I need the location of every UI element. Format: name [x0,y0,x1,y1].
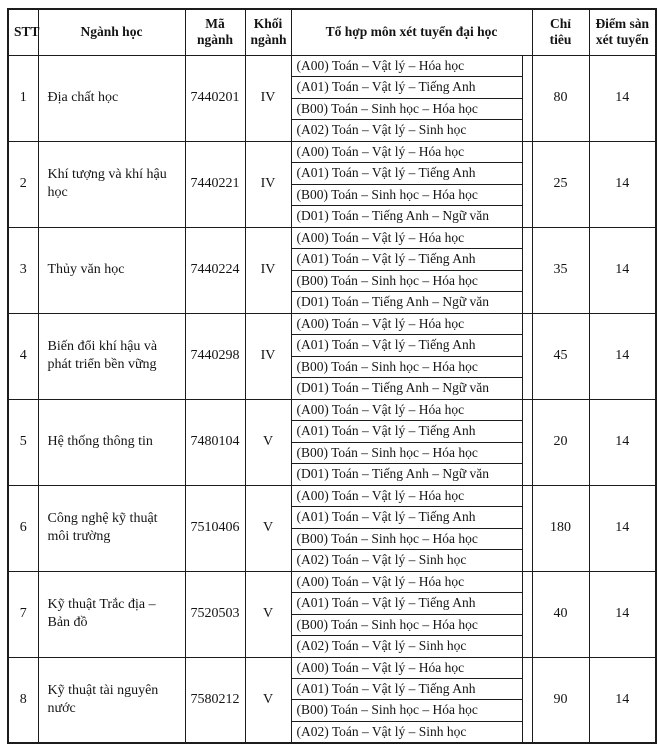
quota-value: 80 [532,55,589,141]
combination-item: (B00) Toán – Sinh học – Hóa học [292,615,522,637]
floor-score-value: 14 [589,227,656,313]
major-group: V [245,485,291,571]
combination-item: (A01) Toán – Vật lý – Tiếng Anh [292,679,522,700]
header-stt: STT [8,9,38,55]
quota-value: 45 [532,313,589,399]
floor-score-value: 14 [589,313,656,399]
combination-item: (B00) Toán – Sinh học – Hóa học [292,443,522,465]
row-number: 1 [8,55,38,141]
major-group: IV [245,227,291,313]
combination-item: (A01) Toán – Vật lý – Tiếng Anh [292,249,522,271]
subject-combinations-cell [291,399,532,485]
major-name: Công nghệ kỹ thuật môi trường [38,485,185,571]
row-number: 4 [8,313,38,399]
floor-score-value: 14 [589,657,656,743]
major-code: 7480104 [185,399,245,485]
subject-combinations-box [292,228,523,313]
combination-item: (A00) Toán – Vật lý – Hóa học [292,486,522,508]
combination-item: (A01) Toán – Vật lý – Tiếng Anh [292,163,522,185]
major-code: 7580212 [185,657,245,743]
row-number: 2 [8,141,38,227]
admission-table [7,8,657,744]
header-quota: Chỉ tiêu [532,9,589,55]
combination-item: (A01) Toán – Vật lý – Tiếng Anh [292,593,522,615]
row-number: 7 [8,571,38,657]
row-number: 6 [8,485,38,571]
combination-item: (B00) Toán – Sinh học – Hóa học [292,99,522,121]
row-number: 8 [8,657,38,743]
table-row [8,313,656,399]
floor-score-value: 14 [589,399,656,485]
quota-value: 90 [532,657,589,743]
combination-item: (A01) Toán – Vật lý – Tiếng Anh [292,77,522,99]
table-row [8,227,656,313]
major-code: 7520503 [185,571,245,657]
table-row [8,399,656,485]
table-row [8,55,656,141]
subject-combinations-box [292,56,523,141]
major-group: IV [245,313,291,399]
subject-combinations-box [292,572,523,657]
major-group: V [245,399,291,485]
combination-item: (B00) Toán – Sinh học – Hóa học [292,185,522,207]
table-row [8,141,656,227]
subject-combinations-cell [291,55,532,141]
combination-item: (A00) Toán – Vật lý – Hóa học [292,400,522,422]
combination-item: (B00) Toán – Sinh học – Hóa học [292,271,522,293]
subject-combinations-box [292,142,523,227]
subject-combinations-box [292,486,523,571]
combination-item: (A00) Toán – Vật lý – Hóa học [292,142,522,164]
floor-score-value: 14 [589,55,656,141]
floor-score-value: 14 [589,485,656,571]
header-major-name: Ngành học [38,9,185,55]
combination-item: (A00) Toán – Vật lý – Hóa học [292,228,522,250]
table-header-row [8,9,656,55]
combination-item: (D01) Toán – Tiếng Anh – Ngữ văn [296,466,490,482]
combination-item: (A01) Toán – Vật lý – Tiếng Anh [292,335,522,357]
table-row [8,657,656,743]
combination-item: (B00) Toán – Sinh học – Hóa học [292,529,522,551]
major-group: V [245,571,291,657]
floor-score-value: 14 [589,571,656,657]
combination-item: (B00) Toán – Sinh học – Hóa học [292,700,522,721]
subject-combinations-cell [291,571,532,657]
major-name: Khí tượng và khí hậu học [38,141,185,227]
combination-item: (D01) Toán – Tiếng Anh – Ngữ văn [296,208,490,224]
major-code: 7440201 [185,55,245,141]
table-row [8,485,656,571]
major-name: Địa chất học [38,55,185,141]
major-code: 7440298 [185,313,245,399]
header-subject-combinations: Tổ hợp môn xét tuyển đại học [291,9,532,55]
major-group: IV [245,55,291,141]
quota-value: 35 [532,227,589,313]
combination-item: (A01) Toán – Vật lý – Tiếng Anh [292,507,522,529]
combination-item: (A02) Toán – Vật lý – Sinh học [296,552,467,568]
quota-value: 40 [532,571,589,657]
subject-combinations-box [292,400,523,485]
major-name: Kỹ thuật tài nguyên nước [38,657,185,743]
subject-combinations-cell [291,227,532,313]
combination-item: (A00) Toán – Vật lý – Hóa học [292,572,522,594]
combination-item: (A00) Toán – Vật lý – Hóa học [292,56,522,78]
major-group: V [245,657,291,743]
floor-score-value: 14 [589,141,656,227]
major-name: Biến đổi khí hậu và phát triển bền vững [38,313,185,399]
subject-combinations-cell [291,141,532,227]
subject-combinations-cell [291,657,532,743]
quota-value: 180 [532,485,589,571]
major-name: Kỹ thuật Trắc địa – Bản đồ [38,571,185,657]
header-major-code: Mã ngành [185,9,245,55]
quota-value: 20 [532,399,589,485]
major-code: 7440224 [185,227,245,313]
subject-combinations-cell [291,485,532,571]
major-name: Hệ thống thông tin [38,399,185,485]
header-floor-score: Điểm sàn xét tuyển [589,9,656,55]
row-number: 3 [8,227,38,313]
header-major-group: Khối ngành [245,9,291,55]
table-row [8,571,656,657]
row-number: 5 [8,399,38,485]
combination-item: (A02) Toán – Vật lý – Sinh học [296,122,467,138]
combination-item: (D01) Toán – Tiếng Anh – Ngữ văn [296,294,490,310]
major-code: 7440221 [185,141,245,227]
combination-item: (A01) Toán – Vật lý – Tiếng Anh [292,421,522,443]
combination-item: (A00) Toán – Vật lý – Hóa học [292,314,522,336]
major-group: IV [245,141,291,227]
major-name: Thủy văn học [38,227,185,313]
major-code: 7510406 [185,485,245,571]
quota-value: 25 [532,141,589,227]
combination-item: (A02) Toán – Vật lý – Sinh học [296,638,467,654]
subject-combinations-cell [291,313,532,399]
subject-combinations-box [292,314,523,399]
combination-item: (B00) Toán – Sinh học – Hóa học [292,357,522,379]
subject-combinations-box [292,658,523,743]
combination-item: (A02) Toán – Vật lý – Sinh học [296,723,467,739]
combination-item: (A00) Toán – Vật lý – Hóa học [292,658,522,679]
combination-item: (D01) Toán – Tiếng Anh – Ngữ văn [296,380,490,396]
